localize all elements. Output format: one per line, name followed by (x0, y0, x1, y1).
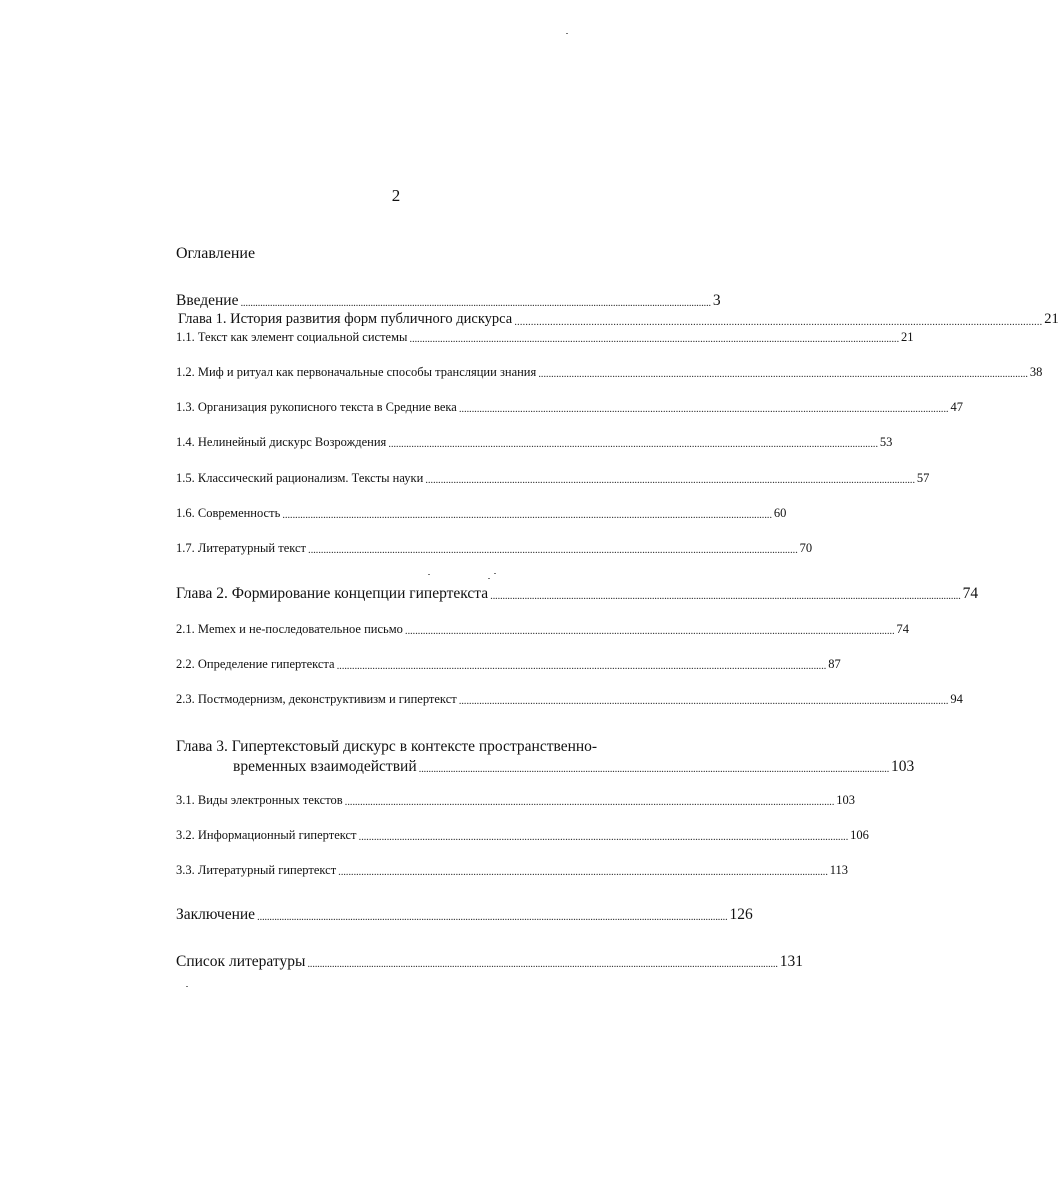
leader-dots: ................................................................................................................................................................................................ (425, 474, 915, 486)
toc-entry-page: 113 (829, 863, 849, 877)
toc-entry-page: 74 (896, 622, 910, 636)
toc-entry-page: 38 (1029, 365, 1043, 379)
toc-entry-page: 21 (1044, 311, 1059, 327)
toc-entry-page: 57 (916, 471, 930, 485)
toc-entry-3-2[interactable] (176, 828, 869, 843)
leader-dots: ................................................................................................................................................................................................ (282, 509, 772, 521)
toc-entry-chapter-3-line-1[interactable]: Глава 3. Гипертекстовый дискурс в контексте пространственно- (176, 738, 598, 755)
toc-entry-label: 3.1. Виды электронных текстов (176, 793, 343, 807)
leader-dots: ................................................................................................................................................................................................ (538, 368, 1028, 380)
toc-entry-label: 1.1. Текст как элемент социальной системы (176, 330, 408, 344)
toc-entry-1-7[interactable] (176, 541, 813, 556)
leader-dots: ................................................................................................................................................................................................ (344, 796, 835, 808)
toc-entry-label: Глава 1. История развития форм публичного дискурса (178, 311, 513, 327)
leader-dots: ................................................................................................................................................................................................ (458, 695, 949, 707)
leader-dots: ................................................................................................................................................................................................ (409, 333, 900, 345)
toc-entry-label: Список литературы (176, 953, 306, 970)
toc-entry-page: 53 (879, 435, 893, 449)
toc-entry-chapter-1[interactable] (178, 311, 1059, 328)
scan-speck (186, 986, 188, 987)
toc-entry-page: 131 (779, 953, 804, 970)
leader-dots: ................................................................................................................................................................................................ (358, 831, 849, 843)
toc-entry-page: 103 (836, 793, 856, 807)
toc-entry-page: 106 (850, 828, 869, 842)
toc-entry-label: 1.5. Классический рационализм. Тексты науки (176, 471, 424, 485)
toc-entry-label: Глава 2. Формирование концепции гипертекста (176, 585, 489, 602)
scan-speck (494, 573, 496, 574)
toc-entry-page: 94 (950, 692, 963, 706)
toc-entry-label: 1.7. Литературный текст (176, 541, 307, 555)
page-number: 2 (391, 186, 401, 205)
toc-entry-page: 60 (773, 506, 787, 520)
leader-dots: ................................................................................................................................................................................................ (336, 660, 827, 672)
toc-entry-label: 1.3. Организация рукописного текста в Средние века (176, 400, 457, 414)
toc-entry-label: 2.2. Определение гипертекста (176, 657, 335, 671)
leader-dots: ................................................................................................................................................................................................ (307, 958, 778, 970)
toc-entry-chapter-3[interactable] (233, 758, 915, 776)
toc-entry-2-2[interactable] (176, 657, 841, 672)
leader-dots: ................................................................................................................................................................................................ (458, 403, 949, 415)
leader-dots: ................................................................................................................................................................................................ (418, 763, 890, 775)
toc-entry-label: 2.1. Memex и не-последовательное письмо (176, 622, 403, 636)
toc-title: Оглавление (176, 245, 256, 262)
toc-entry-label: 1.2. Миф и ритуал как первоначальные способы трансляции знания (176, 365, 537, 379)
leader-dots: ................................................................................................................................................................................................ (490, 590, 961, 602)
toc-entry-conclusion[interactable] (176, 906, 753, 924)
scan-speck (566, 33, 568, 34)
toc-entry-label: 1.4. Нелинейный дискурс Возрождения (176, 435, 387, 449)
toc-entry-2-1[interactable] (176, 622, 910, 637)
toc-entry-1-3[interactable] (176, 400, 963, 415)
toc-entry-label: 2.3. Постмодернизм, деконструктивизм и гипертекст (176, 692, 457, 706)
toc-entry-page: 47 (950, 400, 963, 414)
toc-entry-label: 3.3. Литературный гипертекст (176, 863, 337, 877)
toc-entry-3-3[interactable] (176, 863, 849, 878)
leader-dots: ................................................................................................................................................................................................ (308, 544, 798, 556)
toc-entry-1-4[interactable] (176, 435, 893, 450)
toc-entry-3-1[interactable] (176, 793, 856, 808)
toc-entry-label: временных взаимодействий (233, 758, 417, 775)
scan-speck (488, 578, 490, 579)
toc-entry-page: 3 (712, 292, 721, 309)
toc-entry-2-3[interactable] (176, 692, 963, 707)
toc-entry-page: 74 (962, 585, 979, 602)
scan-speck (428, 574, 430, 575)
leader-dots: ................................................................................................................................................................................................ (388, 438, 878, 450)
leader-dots: ................................................................................................................................................................................................ (338, 866, 828, 878)
toc-entry-page: 70 (799, 541, 813, 555)
toc-entry-page: 103 (891, 758, 915, 775)
toc-entry-label: 3.2. Информационный гипертекст (176, 828, 357, 842)
toc-entry-label: Введение (176, 292, 239, 309)
toc-entry-page: 21 (901, 330, 914, 344)
leader-dots: ................................................................................................................................................................................................ (404, 625, 895, 637)
leader-dots: ................................................................................................................................................................................................ (514, 316, 1043, 328)
leader-dots: ................................................................................................................................................................................................ (257, 911, 728, 923)
toc-entry-chapter-2[interactable] (176, 585, 979, 603)
toc-entry-bibliography[interactable] (176, 953, 804, 971)
toc-entry-introduction[interactable] (176, 292, 721, 310)
toc-entry-1-6[interactable] (176, 506, 787, 521)
toc-entry-1-2[interactable] (176, 365, 1043, 380)
toc-entry-page: 126 (729, 906, 753, 923)
toc-entry-1-1[interactable] (176, 330, 914, 345)
toc-entry-label: 1.6. Современность (176, 506, 281, 520)
leader-dots: ................................................................................................................................................................................................ (240, 297, 711, 309)
toc-entry-label: Заключение (176, 906, 256, 923)
toc-entry-1-5[interactable] (176, 471, 930, 486)
toc-entry-page: 87 (828, 657, 841, 671)
